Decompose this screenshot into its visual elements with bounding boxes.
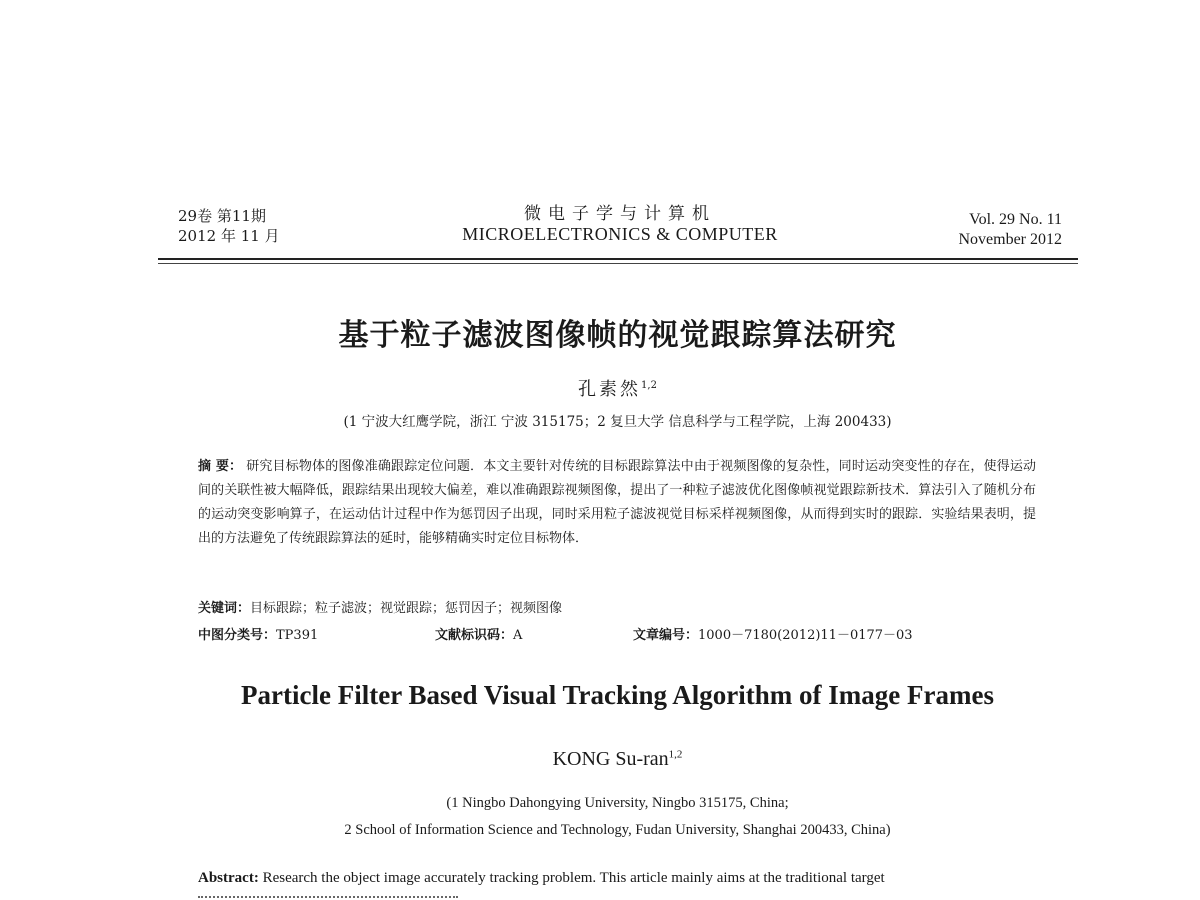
date-cn: 2012 年 11 月 [178,227,280,245]
header-rule-thick [158,258,1078,260]
article-number-value: 1000－7180(2012)11－0177－03 [698,628,913,643]
clc-number [198,624,318,643]
doc-code-value: A [513,628,523,643]
clc-value: TP391 [276,628,319,643]
affiliation-cn: (1 宁波大红鹰学院，浙江 宁波 315175；2 复旦大学 信息科学与工程学院，上海 200433) [343,414,892,430]
affiliation-en-line2: 2 School of Information Science and Technology, Fudan University, Shanghai 200433, China) [344,822,891,838]
date-en: November 2012 [958,231,1062,248]
doc-code-label: 文献标识码： [435,628,514,643]
abstract-en-cutoff-line [198,893,498,900]
volume-issue-cn: 29卷 第11期 [178,207,266,225]
article-number-label: 文章编号： [633,628,699,643]
affiliation-en-line1: (1 Ningbo Dahongying University, Ningbo 315175, China; [446,795,789,811]
journal-name-en: MICROELECTRONICS & COMPUTER [462,224,778,244]
author-name-en: KONG Su-ran [552,748,669,770]
abstract-cn [198,455,1036,551]
abstract-en-text: Research the object image accurately tracking problem. This article mainly aims at the traditional target [262,870,885,886]
author-affil-mark-cn: 1,2 [641,380,657,391]
abstract-en-label: Abstract: [198,870,259,886]
journal-name [400,204,840,244]
keywords-cn-label: 关键词： [198,601,251,616]
author-affil-mark-en: 1,2 [668,748,683,761]
document-code [435,624,522,643]
article-number [633,624,913,643]
volume-issue-en: Vol. 29 No. 11 [969,211,1062,228]
keywords-cn [198,597,562,616]
abstract-cn-label: 摘 要： [198,459,243,474]
author-name-cn: 孔素然 [578,379,642,400]
abstract-en [198,870,1038,887]
author-cn [0,375,1200,401]
volume-info-en [958,210,1062,250]
keywords-cn-text: 目标跟踪；粒子滤波；视觉跟踪；惩罚因子；视频图像 [250,601,563,616]
paper-title-cn: 基于粒子滤波图像帧的视觉跟踪算法研究 [338,318,897,353]
author-en [0,748,1200,771]
issue-info [178,206,280,246]
journal-name-cn: 微电子学与计算机 [524,204,716,224]
clc-label: 中图分类号： [198,628,277,643]
abstract-cn-text: 研究目标物体的图像准确跟踪定位问题．本文主要针对传统的目标跟踪算法中由于视频图像的复杂性，同时运动突变性的存在，使得运动间的关联性被大幅降低，跟踪结果出现较大偏差，难以准确跟踪视频图像，提出了一种粒子滤波优化图像帧视觉跟踪新技术．算法引入了随机分布的运动突变影响算子，在运动估计过程中作为惩罚因子出现，同时采用粒子滤波视觉目标采样视频图像，从而得到实时的跟踪．实验结果表明，提出的方法避免了传统跟踪算法的延时，能够精确实时定位目标物体． [198,459,1036,546]
paper-title-en: Particle Filter Based Visual Tracking Algorithm of Image Frames [241,680,994,710]
header-rule-thin [158,263,1078,264]
